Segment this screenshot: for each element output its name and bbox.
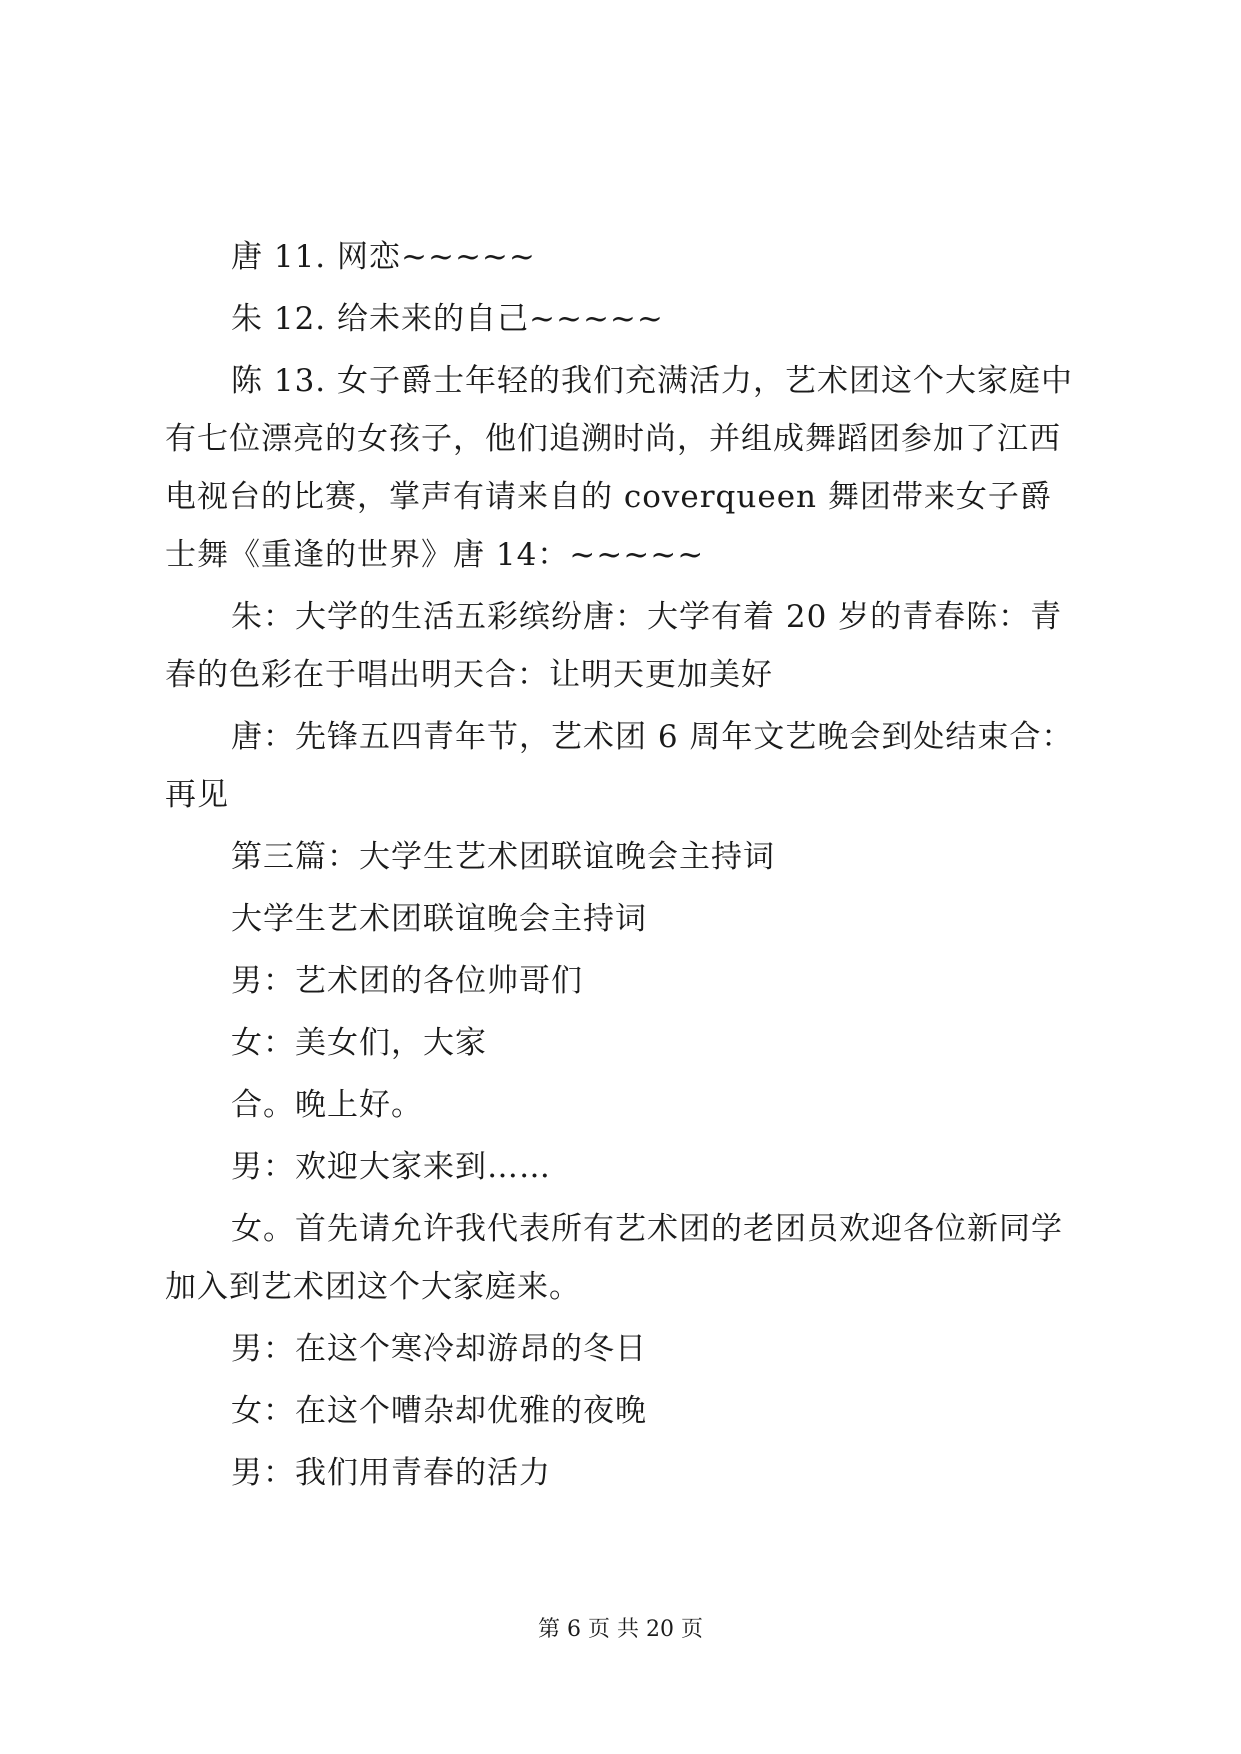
page-number: 第 6 页 共 20 页 [538,1617,703,1642]
paragraph: 女：美女们，大家 [231,1025,487,1061]
section-title: 大学生艺术团联谊晚会主持词 [231,901,647,937]
paragraph: 唐 11. 网恋~~~~~ [231,239,536,275]
paragraph: 合。晚上好。 [231,1087,423,1123]
paragraph: 朱：大学的生活五彩缤纷唐：大学有着 20 岁的青春陈：青春的色彩在于唱出明天合：让明天更加美好 [165,599,1063,693]
paragraph: 男：艺术团的各位帅哥们 [231,963,583,999]
page-footer [0,1615,1241,1645]
paragraph: 唐：先锋五四青年节，艺术团 6 周年文艺晚会到处结束合：再见 [165,719,1074,813]
paragraph: 男：在这个寒冷却游昂的冬日 [231,1331,647,1367]
paragraph: 男：欢迎大家来到…… [231,1149,551,1185]
paragraph: 陈 13. 女子爵士年轻的我们充满活力，艺术团这个大家庭中有七位漂亮的女孩子，他们追溯时尚，并组成舞蹈团参加了江西电视台的比赛，掌声有请来自的 coverqueen 舞团带来女子爵士舞《重逢的世界》唐 14：~~~~~ [165,363,1074,573]
document-body [165,228,1083,1506]
paragraph: 女。首先请允许我代表所有艺术团的老团员欢迎各位新同学加入到艺术团这个大家庭来。 [165,1211,1063,1305]
section-heading: 第三篇：大学生艺术团联谊晚会主持词 [231,839,775,875]
paragraph: 女：在这个嘈杂却优雅的夜晚 [231,1393,647,1429]
paragraph: 男：我们用青春的活力 [231,1455,551,1491]
paragraph: 朱 12. 给未来的自己~~~~~ [231,301,664,337]
